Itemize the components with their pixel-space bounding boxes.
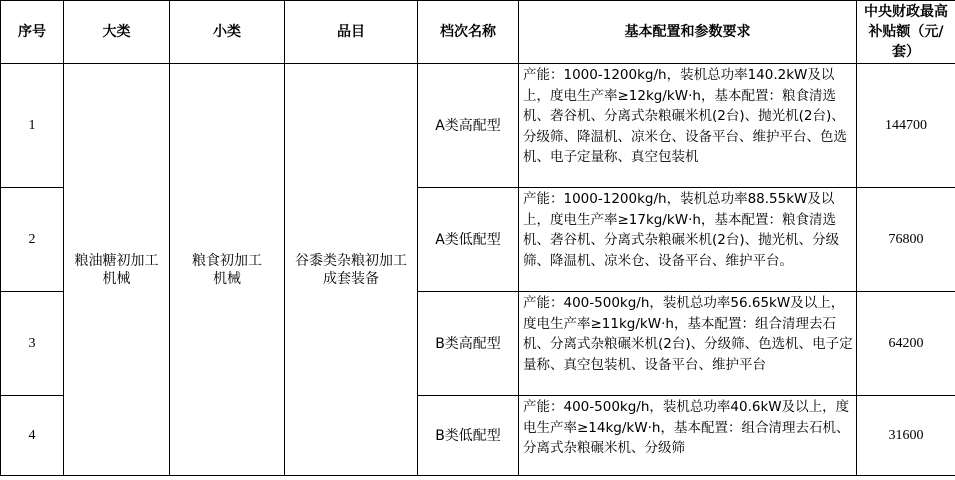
table-row: [1, 64, 955, 188]
row-spec: 产能：1000-1200kg/h，装机总功率88.55kW及以上，度电生产率≥17kg/kW·h，基本配置：粮食清选机、砻谷机、分离式杂粮碾米机(2台)、抛光机、分级筛、降温机、凉米仓、设备平台、维护平台。: [519, 188, 857, 292]
row-seq: 4: [1, 396, 64, 476]
header-major-category: 大类: [64, 1, 170, 64]
row-subsidy: 144700: [857, 64, 955, 188]
header-spec: 基本配置和参数要求: [519, 1, 857, 64]
row-grade: A类高配型: [418, 64, 519, 188]
row-grade: B类低配型: [418, 396, 519, 476]
row-seq: 3: [1, 292, 64, 396]
row-subsidy: 76800: [857, 188, 955, 292]
row-subsidy: 31600: [857, 396, 955, 476]
header-row: [1, 1, 955, 64]
row-grade: A类低配型: [418, 188, 519, 292]
header-item: 品目: [285, 1, 418, 64]
row-spec: 产能：1000-1200kg/h，装机总功率140.2kW及以上，度电生产率≥12kg/kW·h，基本配置：粮食清选机、砻谷机、分离式杂粮碾米机(2台)、抛光机(2台)、分级筛、降温机、凉米仓、设备平台、维护平台、色选机、电子定量称、真空包装机: [519, 64, 857, 188]
row-spec: 产能：400-500kg/h，装机总功率40.6kW及以上，度电生产率≥14kg/kW·h，基本配置：组合清理去石机、分离式杂粮碾米机、分级筛: [519, 396, 857, 476]
row-spec: 产能：400-500kg/h，装机总功率56.65kW及以上，度电生产率≥11kg/kW·h，基本配置：组合清理去石机、分离式杂粮碾米机(2台)、分级筛、色选机、电子定量称、真空包装机、设备平台、维护平台: [519, 292, 857, 396]
row-seq: 1: [1, 64, 64, 188]
header-seq: 序号: [1, 1, 64, 64]
header-subsidy: 中央财政最高补贴额（元/套）: [857, 1, 955, 64]
row-subsidy: 64200: [857, 292, 955, 396]
row-seq: 2: [1, 188, 64, 292]
header-grade: 档次名称: [418, 1, 519, 64]
minor-category-cell: 粮食初加工机械: [170, 64, 285, 476]
item-cell: 谷黍类杂粮初加工成套装备: [285, 64, 418, 476]
row-grade: B类高配型: [418, 292, 519, 396]
header-minor-category: 小类: [170, 1, 285, 64]
major-category-cell: 粮油糖初加工机械: [64, 64, 170, 476]
